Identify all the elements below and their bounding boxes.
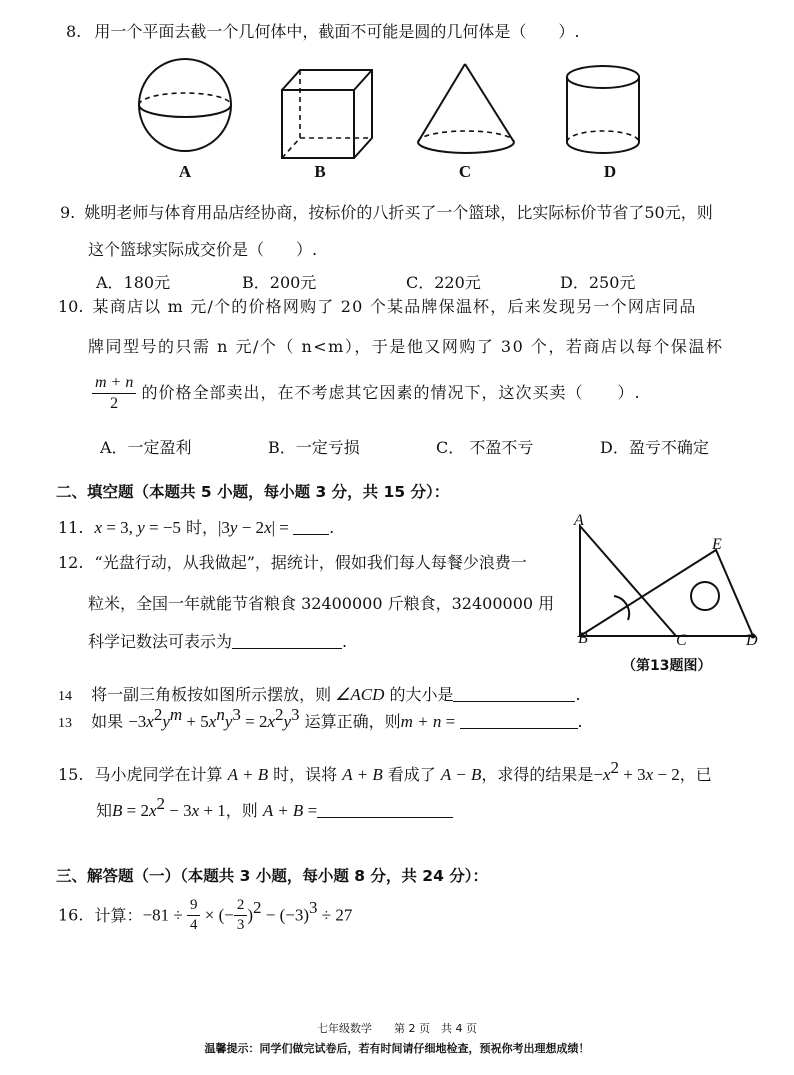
question-text-line3	[92, 375, 641, 412]
question-number: 8.	[66, 22, 82, 41]
question-text: 科学记数法可表示为	[88, 632, 233, 651]
question-text-line2: 粒米，全国一年就能节省粮食 32400000 斤粮食，32400000 用	[88, 594, 555, 613]
question-end: .	[342, 632, 348, 651]
abs-expr-start: |3	[218, 518, 230, 537]
question-number: 10.	[58, 297, 84, 316]
question-text-line1: 姚明老师与体育用品店经协商，按标价的八折买了一个篮球，比实际标价节省了50元，则	[84, 203, 713, 222]
question-text-2: 的大小是	[384, 685, 454, 704]
question-text-d: ，求得的结果是	[481, 765, 594, 784]
question-text: 的价格全部卖出，在不考虑其它因素的情况下，这次买卖（ ）.	[141, 383, 641, 402]
expr-part-e: ÷ 27	[317, 905, 353, 925]
point-e-label: E	[712, 536, 722, 553]
q10-option-d: D．盈亏不确定	[600, 438, 709, 457]
question-text-line1: “光盘行动，从我做起”，据统计，假如我们每人每餐少浪费一	[94, 553, 527, 572]
point-a-label: A	[574, 512, 584, 529]
fraction-denominator: 3	[236, 917, 245, 933]
question-text-line2: 这个篮球实际成交价是（ ）.	[88, 240, 318, 259]
question-text: 计算：	[94, 905, 143, 925]
section-3-heading: 三、解答题（一）（本题共 3 小题，每小题 8 分，共 24 分）：	[56, 867, 489, 885]
q10-option-a: A．一定盈利	[100, 438, 192, 457]
expr-part-b: × (−	[200, 905, 234, 925]
question-17	[58, 898, 352, 933]
expr-part-c: )	[247, 905, 253, 925]
eq-y-value: = −5	[144, 518, 181, 537]
figure-13-triangles	[568, 510, 768, 650]
point-c-label: C	[676, 632, 687, 649]
question-16-line2: 知$B = 2x^2 - 3x + 1$，则 A + B =	[96, 801, 453, 821]
expr-part-a: −81 ÷	[142, 905, 187, 925]
question-text-f: 知	[96, 801, 113, 820]
question-text-2: 运算正确，则	[304, 712, 401, 731]
question-9	[60, 203, 713, 223]
expr-a-minus-b: A − B	[440, 765, 482, 784]
question-number: 15.	[58, 765, 84, 784]
sphere-shape	[139, 59, 231, 151]
question-text-g: ，则	[225, 801, 263, 820]
question-text: 将一副三角板按如图所示摆放，则	[91, 685, 332, 704]
fraction-numerator: 2	[234, 898, 248, 916]
eq-x-value: = 3,	[102, 518, 138, 537]
answer-blank[interactable]	[317, 801, 453, 818]
question-10	[58, 297, 697, 317]
question-text-line2: 牌同型号的只需 n 元/个（ n<m），于是他又网购了 30 个，若商店以每个保温杯	[88, 337, 724, 356]
q9-option-c: C．220元	[406, 273, 481, 292]
answer-blank[interactable]	[232, 632, 342, 649]
figure-13-caption: （第13题图）	[622, 658, 712, 674]
fraction-denominator: 4	[189, 917, 198, 933]
fraction-numerator: 9	[187, 898, 201, 916]
equals: =	[303, 801, 318, 820]
answer-blank[interactable]	[293, 518, 329, 535]
abs-expr-end: | =	[271, 518, 294, 537]
fraction-numerator: m + n	[92, 375, 136, 394]
option-c-label: C	[458, 162, 472, 181]
question-text-line3	[88, 632, 347, 652]
var-y: y	[137, 518, 145, 537]
question-15: 13 如果 $-3x^2y^m + 5x^ny^3 = 2x^2y^3$ 运算正确，则m + n = .	[58, 705, 583, 731]
point-b-label: B	[578, 630, 588, 647]
exponent-1: 2	[253, 898, 262, 917]
expr-a-plus-b-2: A + B	[342, 765, 383, 784]
point-d-label: D	[746, 632, 758, 649]
section-2-heading: 二、填空题（本题共 5 小题，每小题 3 分，共 15 分）：	[56, 483, 450, 501]
question-number: 16.	[58, 905, 84, 925]
cone-shape	[418, 64, 514, 153]
fraction-2-over-3	[234, 898, 248, 933]
q10-option-b: B．一定亏损	[268, 438, 360, 457]
question-text: 如果	[91, 712, 124, 731]
question-number: 12.	[58, 553, 84, 572]
question-text: 用一个平面去截一个几何体中，截面不可能是圆的几何体是（ ）.	[94, 22, 580, 41]
question-11	[58, 518, 334, 538]
option-a-label: A	[178, 162, 192, 181]
question-14	[58, 685, 581, 707]
q8-shapes-figure	[120, 58, 540, 166]
expr-part-d: − (−3)	[261, 905, 309, 925]
q10-option-c: C． 不盈不亏	[436, 438, 534, 457]
fraction-m-plus-n-over-2	[92, 375, 136, 412]
question-text-a: 马小虎同学在计算	[94, 765, 228, 784]
question-number: 9.	[60, 203, 76, 222]
var-x: x	[94, 518, 103, 537]
cube-shape	[282, 70, 372, 158]
question-text: 时，	[180, 518, 219, 537]
question-number: 13	[58, 716, 72, 731]
equals: =	[441, 712, 460, 731]
question-end: .	[329, 518, 335, 537]
question-text-c: 看成了	[382, 765, 441, 784]
abs-var-y: y	[229, 518, 238, 537]
question-text-b: 时，误将	[268, 765, 343, 784]
q9-option-d: D．250元	[560, 273, 636, 292]
exponent-2: 3	[309, 898, 318, 917]
question-text-line1: 某商店以 m 元/个的价格网购了 20 个某品牌保温杯，后来发现另一个网店同品	[92, 297, 697, 316]
triangle-bed	[580, 550, 753, 636]
angle-arc	[614, 596, 629, 620]
expr-a-plus-b-3: A + B	[262, 801, 304, 820]
answer-blank[interactable]	[453, 685, 575, 702]
page-footer-info: 七年级数学 第 2 页 共 4 页	[317, 1022, 477, 1035]
question-12	[58, 553, 527, 573]
fraction-denominator: 2	[110, 395, 119, 412]
option-d-label: D	[603, 162, 617, 181]
question-number: 11.	[58, 518, 84, 537]
expr-m-plus-n: m + n	[400, 712, 442, 731]
q9-option-a: A．180元	[96, 273, 171, 292]
question-end: .	[577, 712, 583, 731]
question-16: 15. 马小虎同学在计算 A + B 时，误将 A + B 看成了 A − B，求得的结果是$-x^2 + 3x - 2$，已	[58, 758, 712, 784]
question-text-e: ，已	[679, 765, 712, 784]
expr-a-plus-b: A + B	[227, 765, 269, 784]
angle-acd: ∠ACD	[335, 685, 385, 704]
abs-expr-mid: − 2	[237, 518, 265, 537]
question-number: 14	[58, 689, 72, 704]
triangle-hole	[691, 582, 719, 610]
fraction-9-over-4	[187, 898, 201, 933]
page-footer-tip: 温馨提示：同学们做完试卷后，若有时间请仔细地检查，预祝你考出理想成绩！	[204, 1042, 590, 1055]
q9-option-b: B．200元	[242, 273, 317, 292]
answer-blank[interactable]	[460, 712, 578, 729]
question-8	[66, 22, 579, 42]
question-end: .	[575, 685, 581, 704]
option-b-label: B	[314, 162, 326, 181]
cylinder-shape	[560, 60, 650, 164]
abs-var-x: x	[264, 518, 272, 537]
